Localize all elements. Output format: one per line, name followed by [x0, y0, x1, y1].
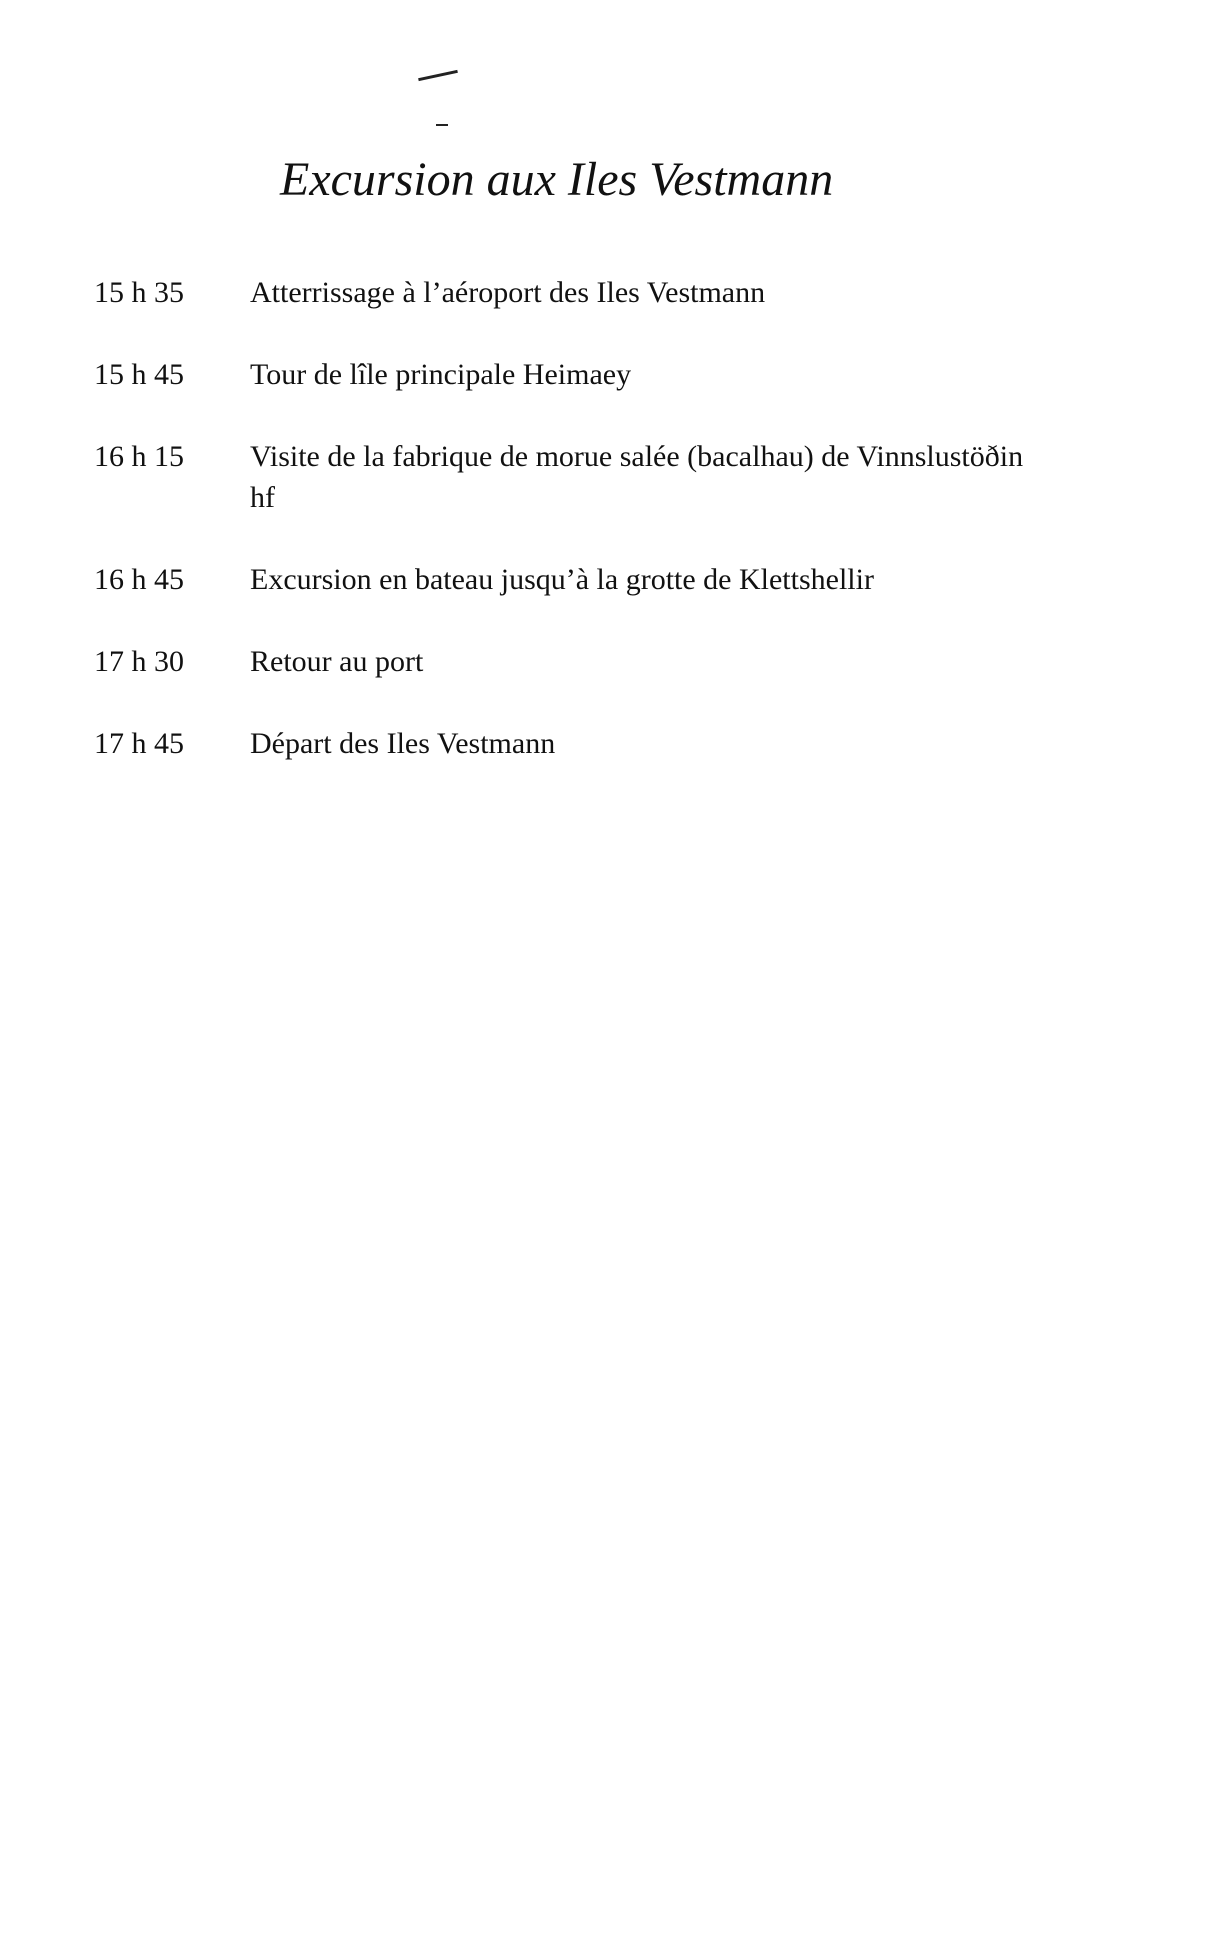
schedule-time: 16 h 15: [94, 440, 184, 473]
schedule-activity: Excursion en bateau jusqu’à la grotte de Klettshellir: [250, 563, 874, 596]
schedule-activity: Départ des Iles Vestmann: [250, 727, 556, 760]
schedule-row: [94, 354, 1134, 395]
schedule-time: 17 h 45: [94, 727, 184, 760]
page-title: Excursion aux Iles Vestmann: [280, 153, 834, 206]
schedule-time: 15 h 45: [94, 358, 184, 391]
schedule-activity: Tour de lîle principale Heimaey: [250, 358, 632, 391]
schedule-row: [94, 641, 1134, 682]
schedule-time: 17 h 30: [94, 645, 184, 678]
schedule-row: [94, 559, 1134, 600]
scan-mark: [418, 70, 458, 81]
schedule-row: [94, 436, 1134, 518]
schedule-time: 16 h 45: [94, 563, 184, 596]
schedule-activity: Retour au port: [250, 645, 424, 678]
schedule-activity: Visite de la fabrique de morue salée (bacalhau) de Vinnslustöðin hf: [250, 440, 1024, 514]
schedule-list: [94, 272, 1134, 805]
schedule-activity: Atterrissage à l’aéroport des Iles Vestmann: [250, 276, 766, 309]
schedule-time: 15 h 35: [94, 276, 184, 309]
schedule-row: [94, 272, 1134, 313]
schedule-row: [94, 723, 1134, 764]
scan-mark: [436, 124, 448, 126]
